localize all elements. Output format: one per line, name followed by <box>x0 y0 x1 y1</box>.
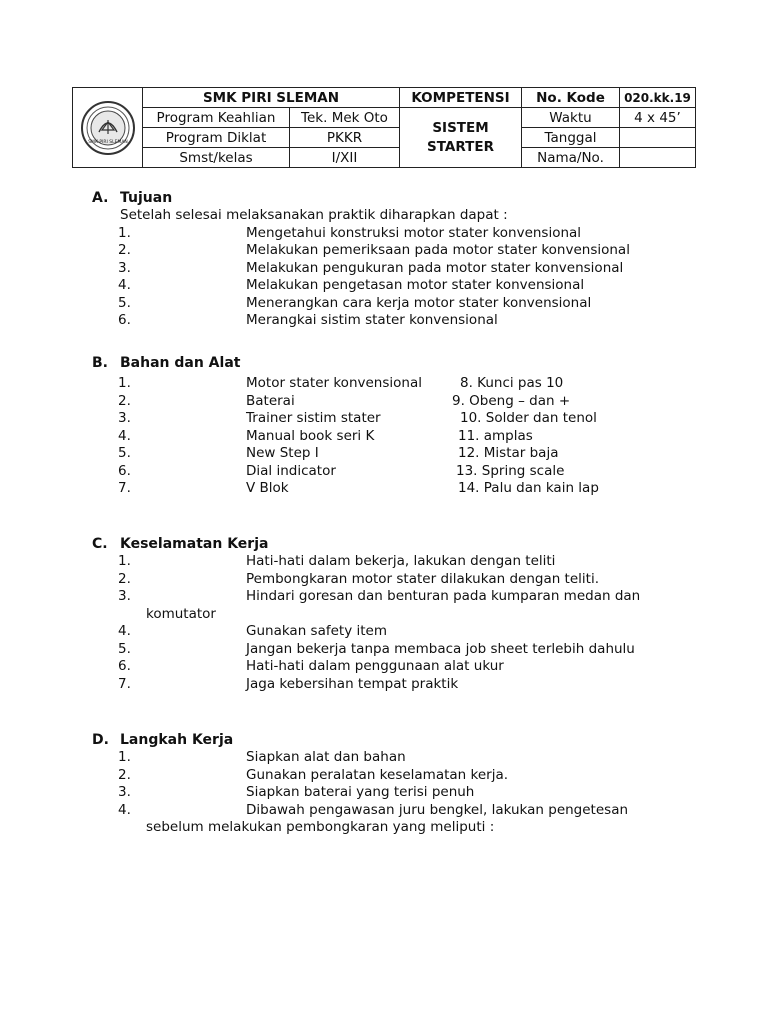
list-item: 4. Gunakan safety item <box>118 623 387 639</box>
list-item: 2. Melakukan pemeriksaan pada motor stater konvensional <box>118 242 630 258</box>
list-item: 2. Baterai 9. Obeng – dan + <box>118 392 571 409</box>
list-item: 3. Hindari goresan dan benturan pada kumparan medan dan <box>118 588 641 604</box>
header-table <box>72 87 696 168</box>
list-item: 1. Hati-hati dalam bekerja, lakukan dengan teliti <box>118 553 556 569</box>
competency-value <box>400 108 522 168</box>
list-item: 2. Pembongkaran motor stater dilakukan dengan teliti. <box>118 570 599 587</box>
nama-value <box>620 148 696 168</box>
list-item: 3. Melakukan pengukuran pada motor stater konvensional <box>118 259 624 276</box>
section-bahan-dan-alat <box>92 354 599 498</box>
code-label: No. Kode <box>522 88 620 108</box>
list-item: 4. Dibawah pengawasan juru bengkel, lakukan pengetesan <box>118 801 629 818</box>
list-item: 5. Menerangkan cara kerja motor stater konvensional <box>118 294 592 311</box>
section-title: B. Bahan dan Alat <box>92 355 241 371</box>
logo-text: SMK PIRI SLEMAN <box>87 139 128 145</box>
nama-label: Nama/No. <box>522 148 620 168</box>
list-item: 2. Gunakan peralatan keselamatan kerja. <box>118 766 509 783</box>
list-item: 3. Trainer sistim stater 10. Solder dan tenol <box>118 410 597 426</box>
tanggal-value <box>620 128 696 148</box>
section-title: D. Langkah Kerja <box>92 732 234 748</box>
list-item: 1. Mengetahui konstruksi motor stater konvensional <box>118 224 582 241</box>
program-keahlian-label: Program Keahlian <box>143 108 290 128</box>
tanggal-label: Tanggal <box>522 128 620 148</box>
competency-label: KOMPETENSI <box>400 88 522 108</box>
program-keahlian-value: Tek. Mek Oto <box>290 108 400 128</box>
list-item: 4. Melakukan pengetasan motor stater konvensional <box>118 277 585 293</box>
waktu-label: Waktu <box>522 108 620 128</box>
section-tujuan <box>92 189 630 330</box>
smst-label: Smst/kelas <box>143 148 290 168</box>
section-keselamatan-kerja <box>92 535 641 693</box>
list-item: 7. Jaga kebersihan tempat praktik <box>118 675 459 692</box>
competency-value-line1: SISTEM <box>432 119 489 136</box>
list-item-continuation: sebelum melakukan pembongkaran yang meliputi : <box>146 819 495 835</box>
list-item: 3. Siapkan baterai yang terisi penuh <box>118 784 475 800</box>
list-item: 6. Hati-hati dalam penggunaan alat ukur <box>118 658 504 674</box>
school-logo-cell <box>73 88 143 168</box>
section-langkah-kerja <box>92 731 629 837</box>
program-diklat-label: Program Diklat <box>143 128 290 148</box>
list-item: 6. Merangkai sistim stater konvensional <box>118 312 498 328</box>
list-item: 5. New Step I 12. Mistar baja <box>118 445 559 461</box>
section-title: C. Keselamatan Kerja <box>92 536 269 552</box>
list-item: 6. Dial indicator 13. Spring scale <box>118 462 565 479</box>
competency-value-line2: STARTER <box>427 138 494 155</box>
list-item: 4. Manual book seri K 11. amplas <box>118 427 533 444</box>
list-item-continuation: komutator <box>146 605 216 622</box>
waktu-value: 4 x 45’ <box>620 108 696 128</box>
code-value: 020.kk.19 <box>620 88 696 108</box>
section-intro: Setelah selesai melaksanakan praktik diharapkan dapat : <box>120 207 508 223</box>
list-item: 7. V Blok 14. Palu dan kain lap <box>118 480 599 496</box>
program-diklat-value: PKKR <box>290 128 400 148</box>
school-name: SMK PIRI SLEMAN <box>143 88 400 108</box>
school-logo-icon <box>80 100 136 156</box>
list-item: 5. Jangan bekerja tanpa membaca job sheet terlebih dahulu <box>118 640 635 657</box>
section-title: A. Tujuan <box>92 190 173 206</box>
list-item: 1. Motor stater konvensional 8. Kunci pas 10 <box>118 375 564 391</box>
smst-value: I/XII <box>290 148 400 168</box>
list-item: 1. Siapkan alat dan bahan <box>118 749 406 765</box>
